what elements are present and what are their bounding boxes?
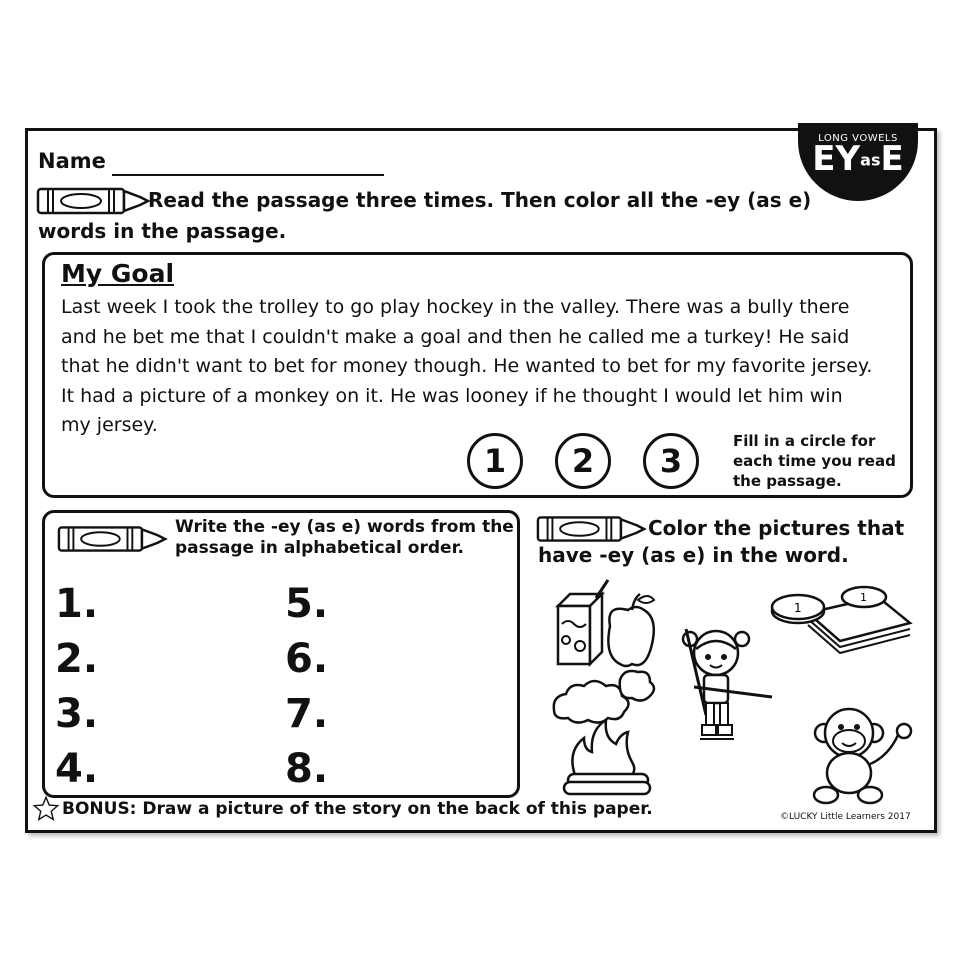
answer-number: 2. — [55, 636, 99, 682]
instruction-line-2: words in the passage. — [38, 219, 287, 243]
answer-number: 1. — [55, 581, 99, 627]
passage-box — [42, 252, 913, 498]
read-circle-1[interactable]: 1 — [467, 433, 523, 489]
passage-line: It had a picture of a monkey on it. He was looney if he thought I would let him win — [61, 384, 843, 407]
name-label: Name — [38, 149, 106, 173]
svg-text:1: 1 — [860, 591, 867, 604]
answer-number: 5. — [285, 581, 329, 627]
answer-number: 6. — [285, 636, 329, 682]
worksheet — [25, 128, 937, 833]
long-vowels-badge — [798, 123, 918, 201]
crayon-icon — [36, 185, 152, 217]
instruction-line-1: Read the passage three times. Then color all the -ey (as e) — [148, 188, 812, 212]
read-circle-3[interactable]: 3 — [643, 433, 699, 489]
passage-line: my jersey. — [61, 414, 158, 436]
answer-number: 3. — [55, 691, 99, 737]
star-icon — [32, 795, 60, 823]
answer-number: 7. — [285, 691, 329, 737]
juice-apple-picture[interactable] — [550, 576, 660, 676]
passage-line: and he bet me that I couldn't make a goal and then he called me a turkey! He said — [61, 325, 850, 348]
bonus-instruction: BONUS: Draw a picture of the story on the back of this paper. — [62, 799, 653, 819]
campfire-picture[interactable] — [550, 666, 660, 796]
word-list-instruction: Write the -ey (as e) words from the passage in alphabetical order. — [175, 517, 514, 558]
name-write-line[interactable] — [112, 174, 384, 176]
word-list-box — [42, 510, 520, 798]
passage-text — [61, 293, 901, 441]
money-picture[interactable] — [768, 583, 918, 663]
svg-text:1: 1 — [794, 601, 802, 615]
badge-title: EYasE — [812, 139, 904, 179]
badge-subtitle: LONG VOWELS — [818, 133, 898, 144]
fill-note: Fill in a circle for each time you read the passage. — [733, 432, 896, 490]
crayon-icon — [57, 523, 169, 555]
hockey-player-picture[interactable] — [676, 621, 776, 746]
answer-number: 8. — [285, 746, 329, 792]
answer-number: 4. — [55, 746, 99, 792]
monkey-picture[interactable] — [812, 707, 922, 805]
copyright: ©LUCKY Little Learners 2017 — [780, 812, 911, 822]
passage-line: Last week I took the trolley to go play hockey in the valley. There was a bully there — [61, 296, 850, 318]
pictures-instruction: Color the pictures that have -ey (as e) in the word. — [538, 516, 905, 567]
read-circle-2[interactable]: 2 — [555, 433, 611, 489]
passage-title: My Goal — [61, 259, 175, 288]
passage-line: that he didn't want to bet for money though. He wanted to bet for my favorite jersey. — [61, 355, 873, 377]
